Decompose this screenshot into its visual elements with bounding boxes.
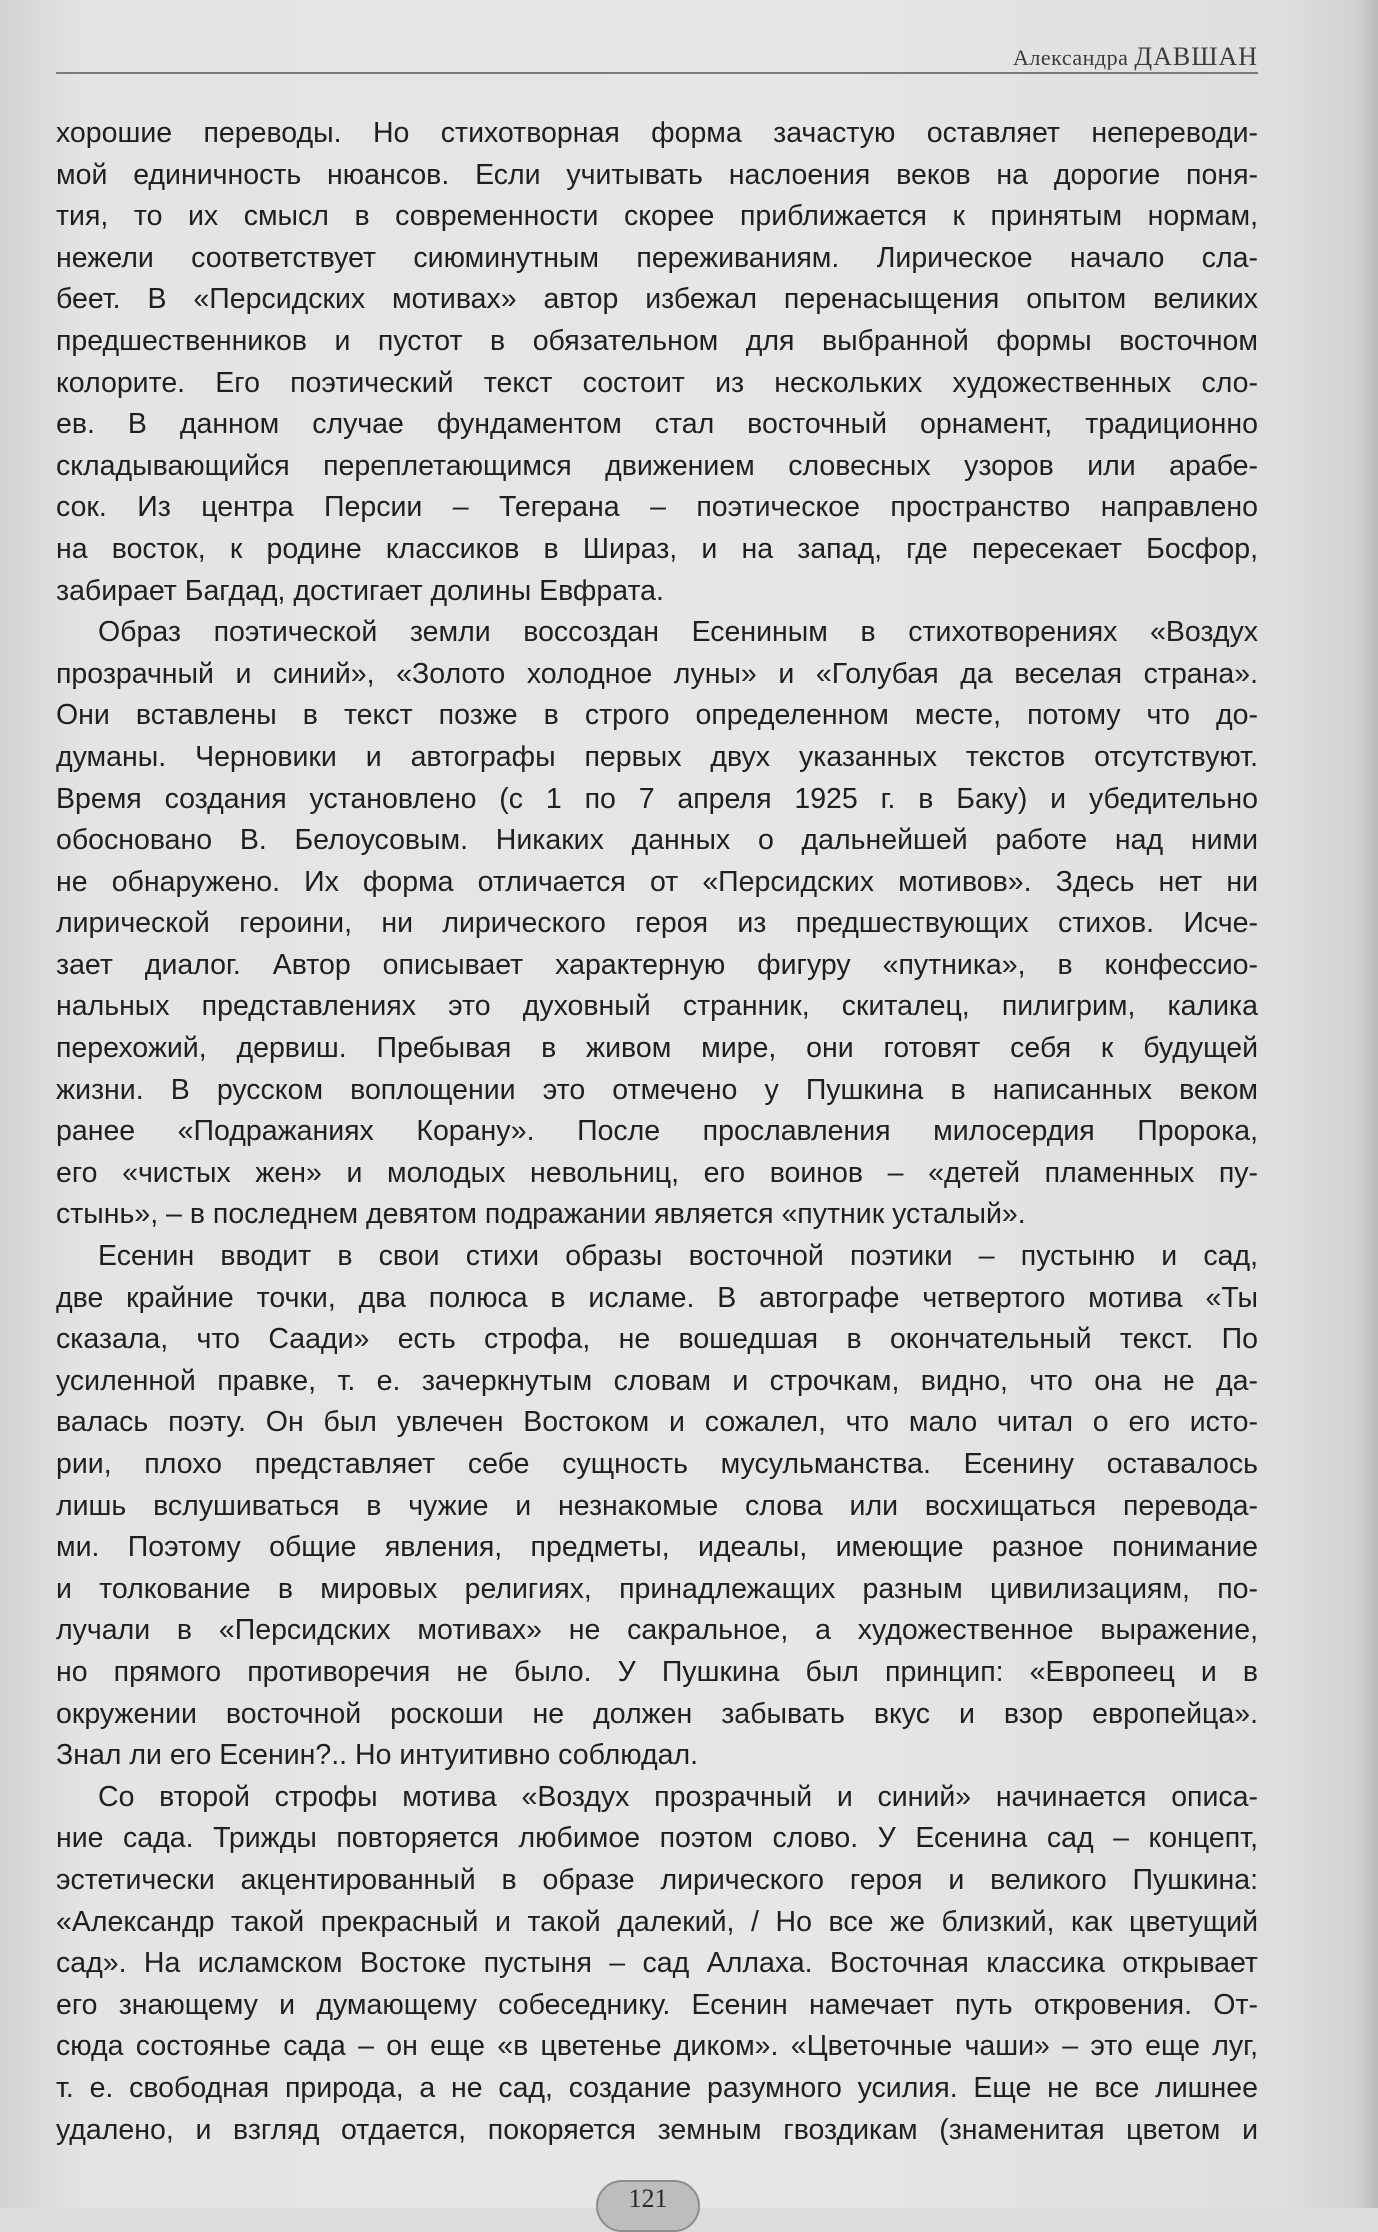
page-edge-shadow [1356,0,1378,2208]
text-line: сад». На исламском Востоке пустыня – сад Аллаха. Восточная классика открывает [56,1947,1258,1980]
text-line: жизни. В русском воплощении это отмечено у Пушкина в написанных веком [56,1073,1258,1106]
text-line: зает диалог. Автор описывает характерную фигуру «путника», в конфессио- [56,948,1258,981]
text-line: сюда состоянье сада – он еще «в цветенье диком». «Цветочные чаши» – это еще луг, [56,2030,1258,2063]
text-line: колорите. Его поэтический текст состоит из нескольких художественных сло- [56,366,1258,399]
text-line: беет. В «Персидских мотивах» автор избежал перенасыщения опытом великих [56,283,1258,316]
text-line: лучали в «Персидских мотивах» не сакральное, а художественное выражение, [56,1614,1258,1647]
text-line: две крайние точки, два полюса в исламе. В автографе четвертого мотива «Ты [56,1281,1258,1314]
text-line: валась поэту. Он был увлечен Востоком и сожалел, что мало читал о его исто- [56,1406,1258,1439]
text-line: его знающему и думающему собеседнику. Есенин намечает путь откровения. От- [56,1988,1258,2021]
text-line: обосновано В. Белоусовым. Никаких данных о дальнейшей работе над ними [56,824,1258,857]
text-line: окружении восточной роскоши не должен забывать вкус и взор европейца». [56,1697,1258,1730]
text-line: сок. Из центра Персии – Тегерана – поэтическое пространство направлено [56,491,1258,524]
text-line: ранее «Подражаниях Корану». После прославления милосердия Пророка, [56,1115,1258,1148]
text-line: предшественников и пустот в обязательном для выбранной формы восточном [56,324,1258,357]
header-rule [56,72,1258,74]
text-line: стынь», – в последнем девятом подражании является «путник усталый». [56,1198,1026,1231]
text-line: перехожий, дервиш. Пребывая в живом мире, они готовят себя к будущей [56,1032,1258,1065]
text-line: ми. Поэтому общие явления, предметы, идеалы, имеющие разное понимание [56,1531,1258,1564]
text-line: эстетически акцентированный в образе лирического героя и великого Пушкина: [56,1863,1258,1896]
text-line: Есенин вводит в свои стихи образы восточной поэтики – пустыню и сад, [98,1240,1258,1273]
text-line: ев. В данном случае фундаментом стал восточный орнамент, традиционно [56,408,1258,441]
author-last-name: ДАВШАН [1134,42,1258,71]
text-line: Время создания установлено (с 1 по 7 апреля 1925 г. в Баку) и убедительно [56,782,1258,815]
text-line: рии, плохо представляет себе сущность мусульманства. Есенину оставалось [56,1448,1258,1480]
text-line: прозрачный и синий», «Золото холодное луны» и «Голубая да веселая страна». [56,657,1258,690]
running-head [1013,42,1258,72]
text-line: Они вставлены в текст позже в строго определенном месте, потому что до- [56,699,1258,732]
text-line: забирает Багдад, достигает долины Евфрата. [56,574,664,607]
text-line: его «чистых жен» и молодых невольниц, его воинов – «детей пламенных пу- [56,1156,1258,1189]
text-line: удалено, и взгляд отдается, покоряется земным гвоздикам (знаменитая цветом и [56,2113,1258,2146]
text-line: Образ поэтической земли воссоздан Есениным в стихотворениях «Воздух [98,616,1258,649]
text-line: сказала, что Саади» есть строфа, не вошедшая в окончательный текст. По [56,1323,1258,1356]
text-line: лишь вслушиваться в чужие и незнакомые слова или восхищаться переводa- [56,1489,1258,1522]
author-first-name: Александра [1013,45,1129,70]
text-line: усиленной правке, т. е. зачеркнутым словам и строчкам, видно, что она не да- [56,1364,1258,1397]
text-line: т. е. свободная природа, а не сад, создание разумного усилия. Еще не все лишнее [56,2071,1258,2104]
text-line: складывающийся переплетающимся движением словесных узоров или арабе- [56,449,1258,482]
text-line: мой единичность нюансов. Если учитывать наслоения веков на дорогие поня- [56,158,1258,191]
text-line: хорошие переводы. Но стихотворная форма зачастую оставляет непереводи- [56,117,1258,149]
text-line: на восток, к родине классиков в Шираз, и на запад, где пересекает Босфор, [56,532,1258,565]
text-line: нальных представлениях это духовный странник, скиталец, пилигрим, калика [56,990,1258,1023]
text-line: и толкование в мировых религиях, принадлежащих разным цивилизациям, по- [56,1572,1258,1605]
text-line: ние сада. Трижды повторяется любимое поэтом слово. У Есенина сад – концепт, [56,1822,1258,1855]
text-line: не обнаружено. Их форма отличается от «Персидских мотивов». Здесь нет ни [56,865,1258,898]
text-line: лирической героини, ни лирического героя из предшествующих стихов. Исче- [56,907,1258,940]
text-line: нежели соответствует сиюминутным переживаниям. Лирическое начало сла- [56,241,1258,274]
body-text [56,113,1258,2151]
text-line: «Александр такой прекрасный и такой далекий, / Но все же близкий, как цветущий [56,1905,1258,1938]
text-line: Со второй строфы мотива «Воздух прозрачный и синий» начинается описа- [98,1780,1258,1813]
text-line: Знал ли его Есенин?.. Но интуитивно соблюдал. [56,1739,699,1772]
text-line: тия, то их смысл в современности скорее приближается к принятым нормам, [56,200,1258,233]
text-line: но прямого противоречия не было. У Пушкина был принцип: «Европеец и в [56,1655,1258,1688]
text-line: думаны. Черновики и автографы первых двух указанных текстов отсутствуют. [56,740,1258,773]
page-number: 121 [628,2184,668,2213]
